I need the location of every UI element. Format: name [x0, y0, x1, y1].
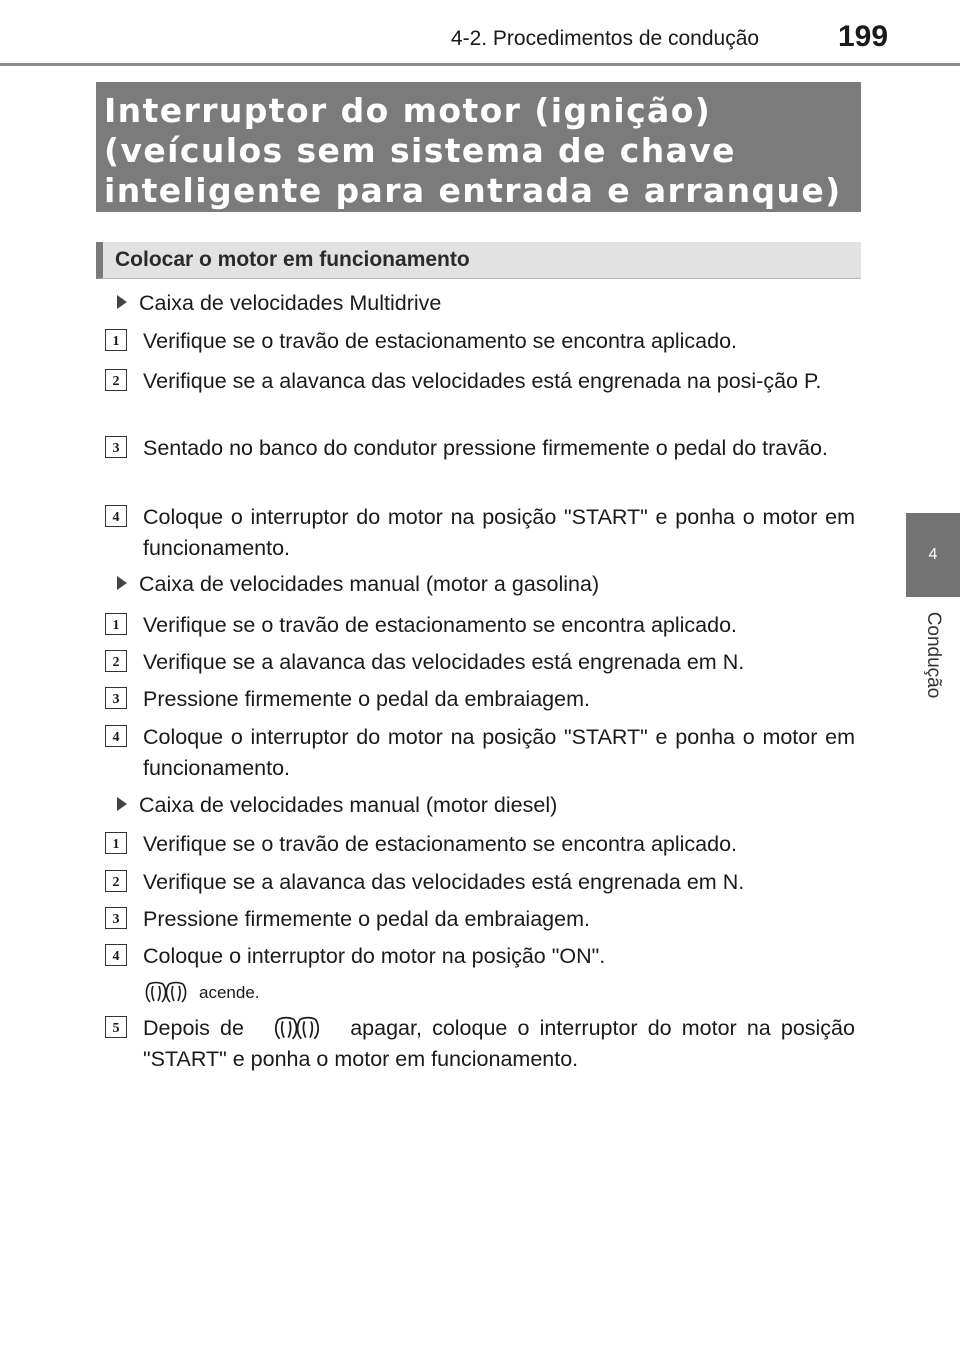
- step-item: [105, 610, 855, 641]
- triangle-bullet-icon: [117, 576, 127, 590]
- step-text: Pressione firmemente o pedal da embraiagem.: [143, 907, 590, 931]
- triangle-bullet-icon: [117, 295, 127, 309]
- step-number-badge: 3: [105, 907, 127, 929]
- page-title: Interruptor do motor (ignição) (veículos sem sistema de chave inteligente para entrada e arranque): [104, 91, 842, 210]
- step-text-after: apagar, coloque o interruptor do motor na posição "START" e ponha o motor em funcionamento.: [143, 1016, 855, 1071]
- group-heading-manual-diesel: [117, 790, 557, 820]
- step-item: [105, 326, 855, 357]
- chapter-tab[interactable]: [906, 513, 960, 597]
- step-item: [105, 867, 855, 898]
- title-banner: [96, 82, 861, 212]
- indicator-note: [143, 981, 260, 1005]
- step-item: [105, 433, 855, 464]
- section-subheading: [96, 242, 861, 279]
- step-text: Coloque o interruptor do motor na posição "START" e ponha o motor em funcionamento.: [143, 505, 855, 560]
- chapter-tab-number: 4: [928, 546, 938, 563]
- step-item: [105, 941, 855, 972]
- step-item: [105, 502, 855, 564]
- step-item: [105, 366, 855, 397]
- step-number-badge: 2: [105, 870, 127, 892]
- group-heading-label: Caixa de velocidades manual (motor diesel): [139, 793, 558, 817]
- note-text: acende.: [199, 983, 260, 1002]
- step-text: Coloque o interruptor do motor na posição "START" e ponha o motor em funcionamento.: [143, 725, 855, 780]
- group-heading-label: Caixa de velocidades Multidrive: [139, 291, 442, 315]
- step-number-badge: 4: [105, 725, 127, 747]
- step-text: Coloque o interruptor do motor na posição "ON".: [143, 944, 606, 968]
- step-number-badge: 2: [105, 369, 127, 391]
- step-text: Sentado no banco do condutor pressione firmemente o pedal do travão.: [143, 436, 828, 460]
- step-text: Verifique se a alavanca das velocidades está engrenada em N.: [143, 870, 745, 894]
- page-number: 199: [838, 20, 889, 53]
- step-text: Verifique se o travão de estacionamento se encontra aplicado.: [143, 613, 738, 637]
- step-item: [105, 684, 855, 715]
- step-item: [105, 829, 855, 860]
- step-text: Pressione firmemente o pedal da embraiagem.: [143, 687, 590, 711]
- step-number-badge: 4: [105, 944, 127, 966]
- step-item: [105, 1013, 855, 1075]
- header-divider: [0, 63, 960, 66]
- step-number-badge: 4: [105, 505, 127, 527]
- chapter-label: Condução: [923, 611, 944, 699]
- step-number-badge: 5: [105, 1016, 127, 1038]
- step-text-before: Depois de: [143, 1016, 244, 1040]
- step-number-badge: 1: [105, 832, 127, 854]
- glow-plug-indicator-icon: [270, 1016, 324, 1042]
- step-text: [143, 1013, 855, 1075]
- step-number-badge: 3: [105, 436, 127, 458]
- step-text: Verifique se a alavanca das velocidades está engrenada em N.: [143, 650, 745, 674]
- step-item: [105, 647, 855, 678]
- step-number-badge: 3: [105, 687, 127, 709]
- step-item: [105, 722, 855, 784]
- triangle-bullet-icon: [117, 797, 127, 811]
- step-text: Verifique se a alavanca das velocidades está engrenada na posi-ção P.: [143, 369, 822, 393]
- step-item: [105, 904, 855, 935]
- step-number-badge: 2: [105, 650, 127, 672]
- group-heading-manual-gasoline: [117, 569, 599, 599]
- step-text: Verifique se o travão de estacionamento se encontra aplicado.: [143, 832, 738, 856]
- step-number-badge: 1: [105, 329, 127, 351]
- step-text: Verifique se o travão de estacionamento se encontra aplicado.: [143, 329, 738, 353]
- group-heading-label: Caixa de velocidades manual (motor a gasolina): [139, 572, 600, 596]
- step-number-badge: 1: [105, 613, 127, 635]
- section-header: 4-2. Procedimentos de condução: [450, 27, 760, 50]
- group-heading-multidrive: [117, 288, 441, 318]
- glow-plug-indicator-icon: [143, 981, 189, 1005]
- subheading-label: Colocar o motor em funcionamento: [115, 248, 470, 271]
